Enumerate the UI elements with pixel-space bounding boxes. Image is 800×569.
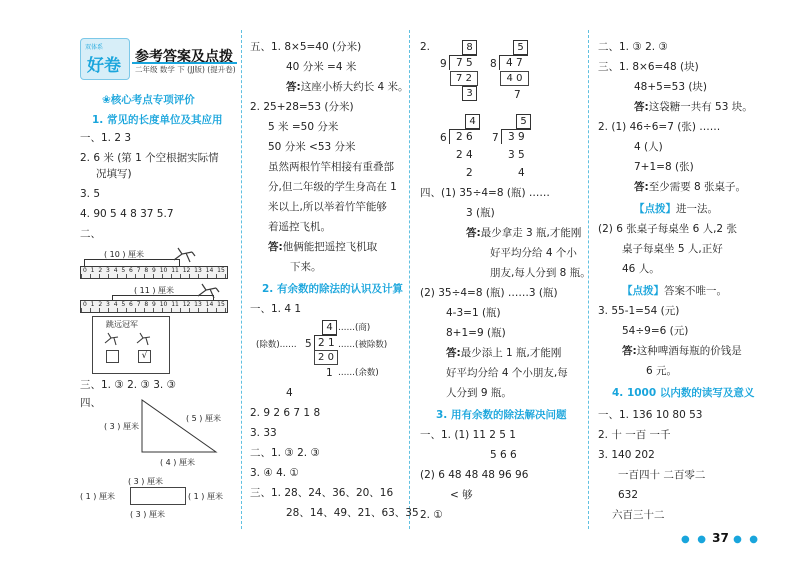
answer-line: 四、(1) 35÷4=8 (瓶) …… [420,187,550,199]
ruler-number: 10 [159,267,168,274]
answer-line: 桌子每桌坐 5 人,正好 [622,243,723,255]
page-number-value: 37 [712,531,729,545]
answer-text: 这种啤酒每瓶的价钱是 [636,345,742,357]
page-dots: ● ● [733,534,760,545]
division-quotient: 5 [513,40,528,55]
answer-line: 2. [420,41,431,53]
answer-line: 2. 9 2 6 7 1 8 [250,407,321,419]
division-quotient: 8 [462,40,477,55]
answer-prefix: 答: [466,227,481,239]
ruler-number: 11 [171,267,179,274]
answer-text: 这座小桥大约长 4 米。 [300,81,409,93]
ruler-measure-label: ( 11 ) 厘米 [134,286,175,295]
ruler-number: 1 [90,267,95,274]
column-divider [241,30,242,529]
tip-text: 答案不唯一。 [664,285,727,297]
answer-line: 二、1. ③ 2. ③ [250,447,320,459]
answer-prefix: 答: [634,181,649,193]
triangle-side-label: ( 4 ) 厘米 [160,458,195,467]
ruler-number: 0 [83,301,87,308]
topic-heading: 1. 常见的长度单位及其应用 [92,114,223,126]
division-quotient: 4 [465,114,480,129]
answer-line: 4 [286,387,293,399]
answer-checkbox-checked: √ [138,350,151,363]
division-dividend: 4 7 [506,57,523,69]
division-product: 7 2 [450,71,478,86]
answer-line: (2) 6 张桌子每桌坐 6 人,2 张 [598,223,737,235]
rectangle-shape [130,487,186,505]
answer-line: 2. 十 一百 一千 [598,429,671,441]
rectangle-side-label: ( 1 ) 厘米 [80,492,115,501]
answer-line: 40 分米 =4 米 [286,61,357,73]
answer-line: 46 人。 [622,263,660,275]
answer-line: 48+5=53 (块) [634,81,708,93]
measure-brace [84,259,180,266]
division-dividend: 2 1 [318,337,335,349]
ruler-measure-label: ( 10 ) 厘米 [104,250,145,259]
answer-line [634,180,746,194]
ruler-number: 0 [83,267,87,274]
triangle-side-label: ( 5 ) 厘米 [186,414,221,423]
answer-text: 最少拿走 3 瓶,才能刚 [480,227,582,239]
answer-line: 六百三十二 [612,509,665,521]
division-divisor: 5 [305,338,312,350]
answer-line: 朋友,每人分到 8 瓶。 [490,267,591,279]
answer-prefix: 答: [446,347,461,359]
ruler-number: 14 [205,267,214,274]
answer-line: 米以上,所以举着竹竿能够 [268,201,387,213]
ruler-number: 2 [98,267,103,274]
answer-text: 这袋糖一共有 53 块。 [648,101,753,113]
answer-line: 4. 90 5 4 8 37 5.7 [80,208,174,220]
division-product: 3 5 [508,149,525,161]
ruler-number: 3 [106,267,110,274]
answer-text: 他俩能把遥控飞机取 [282,241,378,253]
ruler-number: 10 [159,301,168,308]
tip-label: 【点拨】 [634,203,676,215]
division-dividend: 2 6 [456,131,473,143]
triangle-side-label: ( 3 ) 厘米 [104,422,139,431]
answer-line: 6 元。 [646,365,678,377]
grasshopper-icon [104,332,120,346]
division-remainder: 2 [466,167,473,179]
division-product: 2 0 [314,350,338,365]
division-dividend: 7 5 [456,57,473,69]
division-annotation: (除数)…… [256,340,297,350]
ruler-number: 2 [98,301,103,308]
ruler-number: 12 [182,267,191,274]
ruler-number: 3 [106,301,110,308]
answer-line: 三、1. 8×6=48 (块) [598,61,699,73]
ruler-number: 8 [144,267,149,274]
answer-line: 632 [618,489,639,501]
series-logo-badge [80,38,130,80]
division-remainder: 1 [326,367,333,379]
answer-line: 7+1=8 (张) [634,161,694,173]
answer-prefix: 答: [622,345,637,357]
answer-line: 3. 140 202 [598,449,655,461]
ruler-number: 7 [136,267,141,274]
ruler-number: 8 [144,301,149,308]
answer-line [622,284,727,298]
answer-line: 好平均分给 4 个小 [490,247,577,259]
ruler-number: 4 [113,267,118,274]
series-logo: 好卷 [87,56,121,76]
answer-line: 三、1. 28、24、36、20、16 [250,487,394,499]
answer-line: 着遥控飞机。 [268,221,331,233]
answer-line: 2. 6 米 (第 1 个空根据实际情 [80,152,219,164]
answer-line: (2) 6 48 48 48 96 96 [420,469,529,481]
answer-line: 一、1. 4 1 [250,303,302,315]
ruler-numbers [83,301,225,308]
section-title: ❀核心考点专项评价 [102,94,195,106]
page-number [681,531,760,545]
answer-checkbox [106,350,119,363]
rectangle-side-label: ( 3 ) 厘米 [128,477,163,486]
division-divisor: 7 [492,132,499,144]
tip-text: 进一法。 [676,203,718,215]
rectangle-side-label: ( 3 ) 厘米 [130,510,165,519]
answer-line [634,202,718,216]
ruler-number: 4 [113,301,118,308]
answer-line [286,80,409,94]
answer-line [466,226,581,240]
ruler-number: 13 [194,301,202,308]
answer-line: 50 分米 <53 分米 [268,141,356,153]
answer-line: 4-3=1 (瓶) [446,307,501,319]
division-divisor: 9 [440,58,447,70]
rectangle-side-label: ( 1 ) 厘米 [188,492,223,501]
ruler [80,300,228,313]
division-product: 2 4 [456,149,473,161]
answer-line: 5 米 =50 分米 [268,121,339,133]
champion-label: 跳远冠军 [106,320,138,329]
grasshopper-icon [172,246,196,264]
division-remainder: 3 [462,86,477,101]
division-quotient: 5 [516,114,531,129]
ruler-number: 13 [194,267,202,274]
division-annotation: ……(余数) [338,368,379,378]
answer-line: 分,但二年级的学生身高在 1 [268,181,397,193]
answer-prefix: 答: [286,81,301,93]
answer-prefix: 答: [634,101,649,113]
answer-line: 人分到 9 瓶。 [446,387,512,399]
ruler-number: 11 [171,301,179,308]
answer-line [268,240,377,254]
topic-heading: 3. 用有余数的除法解决问题 [436,409,567,421]
answer-line: 一、1. (1) 11 2 5 1 [420,429,516,441]
ruler-ticks [81,274,227,278]
division-divisor: 6 [440,132,447,144]
right-triangle-shape [140,398,220,454]
answer-line: 一、1. 136 10 80 53 [598,409,703,421]
ruler-number: 5 [121,301,126,308]
answer-line: 54÷9=6 (元) [622,325,689,337]
answer-line: 3. ④ 4. ① [250,467,299,479]
division-quotient: 4 [322,320,337,335]
answer-line: 5 6 6 [490,449,517,461]
answer-line: < 够 [450,489,473,501]
answer-line: 下来。 [290,261,322,273]
answer-line: 3. 33 [250,427,277,439]
ruler-number: 14 [205,301,214,308]
division-remainder: 4 [518,167,525,179]
answer-line: 一百四十 二百零二 [618,469,706,481]
ruler-number: 15 [217,301,225,308]
answer-prefix: 答: [268,241,283,253]
answer-line: 虽然两根竹竿相接有重叠部 [268,161,394,173]
answer-line [634,100,753,114]
answer-text: 最少添上 1 瓶,才能刚 [460,347,562,359]
answer-text: 至少需要 8 张桌子。 [648,181,747,193]
ruler-number: 6 [129,267,133,274]
answer-line: 8+1=9 (瓶) [446,327,506,339]
answer-line: 况填写) [96,168,132,180]
answer-line: 3. 55-1=54 (元) [598,305,680,317]
ruler-number: 12 [182,301,191,308]
answer-line: 2. 25+28=53 (分米) [250,101,354,113]
column-divider [409,30,410,529]
answer-line [446,346,561,360]
series-tag: 双体系 [85,44,104,51]
answer-line: 二、1. ③ 2. ③ [598,41,668,53]
division-product: 4 0 [500,71,529,86]
answer-line: 三、1. ③ 2. ③ 3. ③ [80,379,176,391]
answer-line: 四、 [80,397,101,409]
ruler-number: 9 [152,267,156,274]
answer-line: 28、14、49、21、63、35 [286,507,419,519]
page-subtitle: 二年级 数学 下 (JJ版) (提升卷) [135,65,236,74]
division-remainder: 7 [514,89,521,101]
answer-line: 五、1. 8×5=40 (分米) [250,41,362,53]
division-annotation: ……(被除数) [338,340,388,350]
answer-line: 好平均分给 4 个小朋友,每 [446,367,568,379]
ruler-ticks [81,308,227,312]
answer-line: 2. ① [420,509,443,521]
answer-line: 二、 [80,228,101,240]
ruler-number: 15 [217,267,225,274]
answer-line: 2. (1) 46÷6=7 (张) …… [598,121,721,133]
page-title: 参考答案及点拨 [135,49,233,65]
ruler [80,266,228,279]
ruler-number: 9 [152,301,156,308]
division-annotation: ……(商) [338,323,371,333]
answer-line: 3 (瓶) [466,207,495,219]
topic-heading: 2. 有余数的除法的认识及计算 [262,283,403,295]
answer-line: 一、1. 2 3 [80,132,132,144]
ruler-number: 6 [129,301,133,308]
page-dots: ● ● [681,534,708,545]
division-divisor: 8 [490,58,497,70]
answer-line: 4 (人) [634,141,663,153]
grasshopper-icon [136,332,152,346]
answer-line: (2) 35÷4=8 (瓶) ……3 (瓶) [420,287,558,299]
tip-label: 【点拨】 [622,285,664,297]
topic-heading: 4. 1000 以内数的读写及意义 [612,387,755,399]
grasshopper-icon [196,282,220,300]
ruler-number: 5 [121,267,126,274]
ruler-number: 1 [90,301,95,308]
answer-line [622,344,742,358]
division-dividend: 3 9 [508,131,525,143]
ruler-number: 7 [136,301,141,308]
ruler-numbers [83,267,225,274]
answer-line: 3. 5 [80,188,101,200]
